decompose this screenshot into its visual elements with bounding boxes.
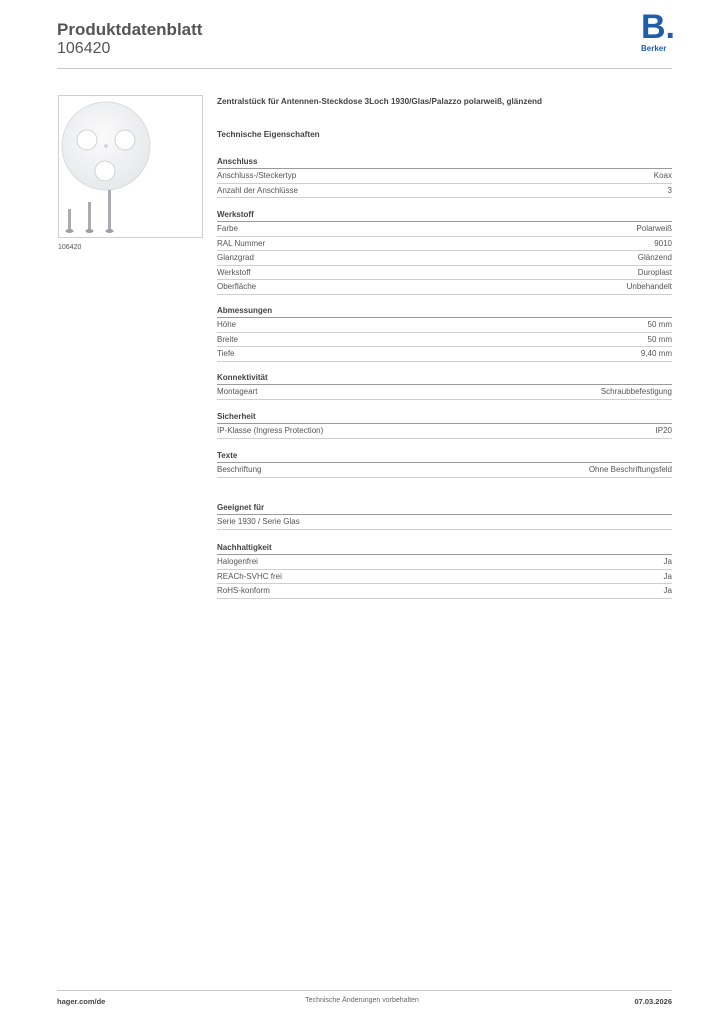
section-title: Konnektivität xyxy=(217,371,672,385)
footer-date: 07.03.2026 xyxy=(634,997,672,1006)
berker-logo xyxy=(641,8,675,56)
property-value: Schraubbefestigung xyxy=(600,387,672,396)
property-row xyxy=(217,463,672,478)
property-value: IP20 xyxy=(655,426,672,435)
header-divider xyxy=(57,68,672,69)
property-label: Serie 1930 / Serie Glas xyxy=(217,517,300,526)
footer-divider xyxy=(57,990,672,991)
section-werkstoff xyxy=(217,208,672,295)
property-value: Ja xyxy=(663,557,672,566)
property-row xyxy=(217,555,672,570)
property-value: Unbehandelt xyxy=(626,282,672,291)
property-label: Oberfläche xyxy=(217,282,257,291)
section-title: Abmessungen xyxy=(217,304,672,318)
footer-website[interactable]: hager.com/de xyxy=(57,997,106,1006)
product-image-caption: 106420 xyxy=(58,244,82,251)
property-label: RAL Nummer xyxy=(217,238,266,248)
property-value: Polarweiß xyxy=(636,224,672,233)
section-title: Geeignet für xyxy=(217,501,672,515)
product-image xyxy=(58,95,203,238)
section-title: Nachhaltigkeit xyxy=(217,541,672,555)
property-row xyxy=(217,570,672,585)
property-value: 50 mm xyxy=(647,334,672,344)
tech-heading: Technische Eigenschaften xyxy=(217,130,320,139)
property-label: Anzahl der Anschlüsse xyxy=(217,185,298,195)
property-label: Farbe xyxy=(217,224,238,233)
property-row xyxy=(217,169,672,184)
property-row xyxy=(217,280,672,295)
property-value: Koax xyxy=(653,171,672,180)
property-row xyxy=(217,222,672,237)
property-value: 3 xyxy=(667,185,672,195)
section-title: Anschluss xyxy=(217,155,672,169)
property-label: Tiefe xyxy=(217,349,235,358)
section-texte xyxy=(217,449,672,478)
property-value: Ja xyxy=(663,571,672,581)
property-row xyxy=(217,184,672,199)
property-value: Glänzend xyxy=(637,253,672,262)
property-label: Halogenfrei xyxy=(217,557,258,566)
property-label: Glanzgrad xyxy=(217,253,254,262)
product-description: Zentralstück für Antennen-Steckdose 3Loch 1930/Glas/Palazzo polarweiß, glänzend xyxy=(217,97,543,106)
property-row xyxy=(217,318,672,333)
property-value: Duroplast xyxy=(637,267,672,277)
property-label: Werkstoff xyxy=(217,267,251,277)
property-value: Ja xyxy=(663,586,672,595)
property-label: REACh-SVHC frei xyxy=(217,571,282,581)
berker-logo-letter: B. xyxy=(641,8,675,46)
property-value: 9,40 mm xyxy=(640,349,672,358)
property-value: 50 mm xyxy=(647,320,672,329)
section-title: Werkstoff xyxy=(217,208,672,222)
property-label: RoHS-konform xyxy=(217,586,270,595)
section-anschluss xyxy=(217,155,672,198)
property-row xyxy=(217,333,672,348)
property-value: Ohne Beschriftungsfeld xyxy=(588,465,672,474)
property-row xyxy=(217,424,672,439)
property-label: Beschriftung xyxy=(217,465,262,474)
property-row xyxy=(217,266,672,281)
article-number: 106420 xyxy=(57,40,111,57)
property-row xyxy=(217,251,672,266)
property-row xyxy=(217,347,672,362)
property-label: Montageart xyxy=(217,387,258,396)
section-konnektivitaet xyxy=(217,371,672,400)
footer-disclaimer: Technische Änderungen vorbehalten xyxy=(305,997,419,1004)
page-title: Produktdatenblatt xyxy=(57,20,203,39)
section-abmessungen xyxy=(217,304,672,362)
product-details xyxy=(217,96,672,595)
section-title: Sicherheit xyxy=(217,410,672,424)
property-label: IP-Klasse (Ingress Protection) xyxy=(217,426,324,435)
section-title: Texte xyxy=(217,449,672,463)
property-label: Breite xyxy=(217,334,238,344)
section-geeignet-fuer xyxy=(217,501,672,530)
product-image-drawing xyxy=(59,96,202,237)
property-row xyxy=(217,515,672,530)
property-label: Anschluss-/Steckertyp xyxy=(217,171,297,180)
property-row xyxy=(217,237,672,252)
property-value: 9010 xyxy=(654,238,672,248)
berker-logo-text: Berker xyxy=(641,44,667,53)
section-sicherheit xyxy=(217,410,672,439)
property-label: Höhe xyxy=(217,320,237,329)
property-row xyxy=(217,385,672,400)
section-nachhaltigkeit xyxy=(217,541,672,599)
property-row xyxy=(217,584,672,599)
